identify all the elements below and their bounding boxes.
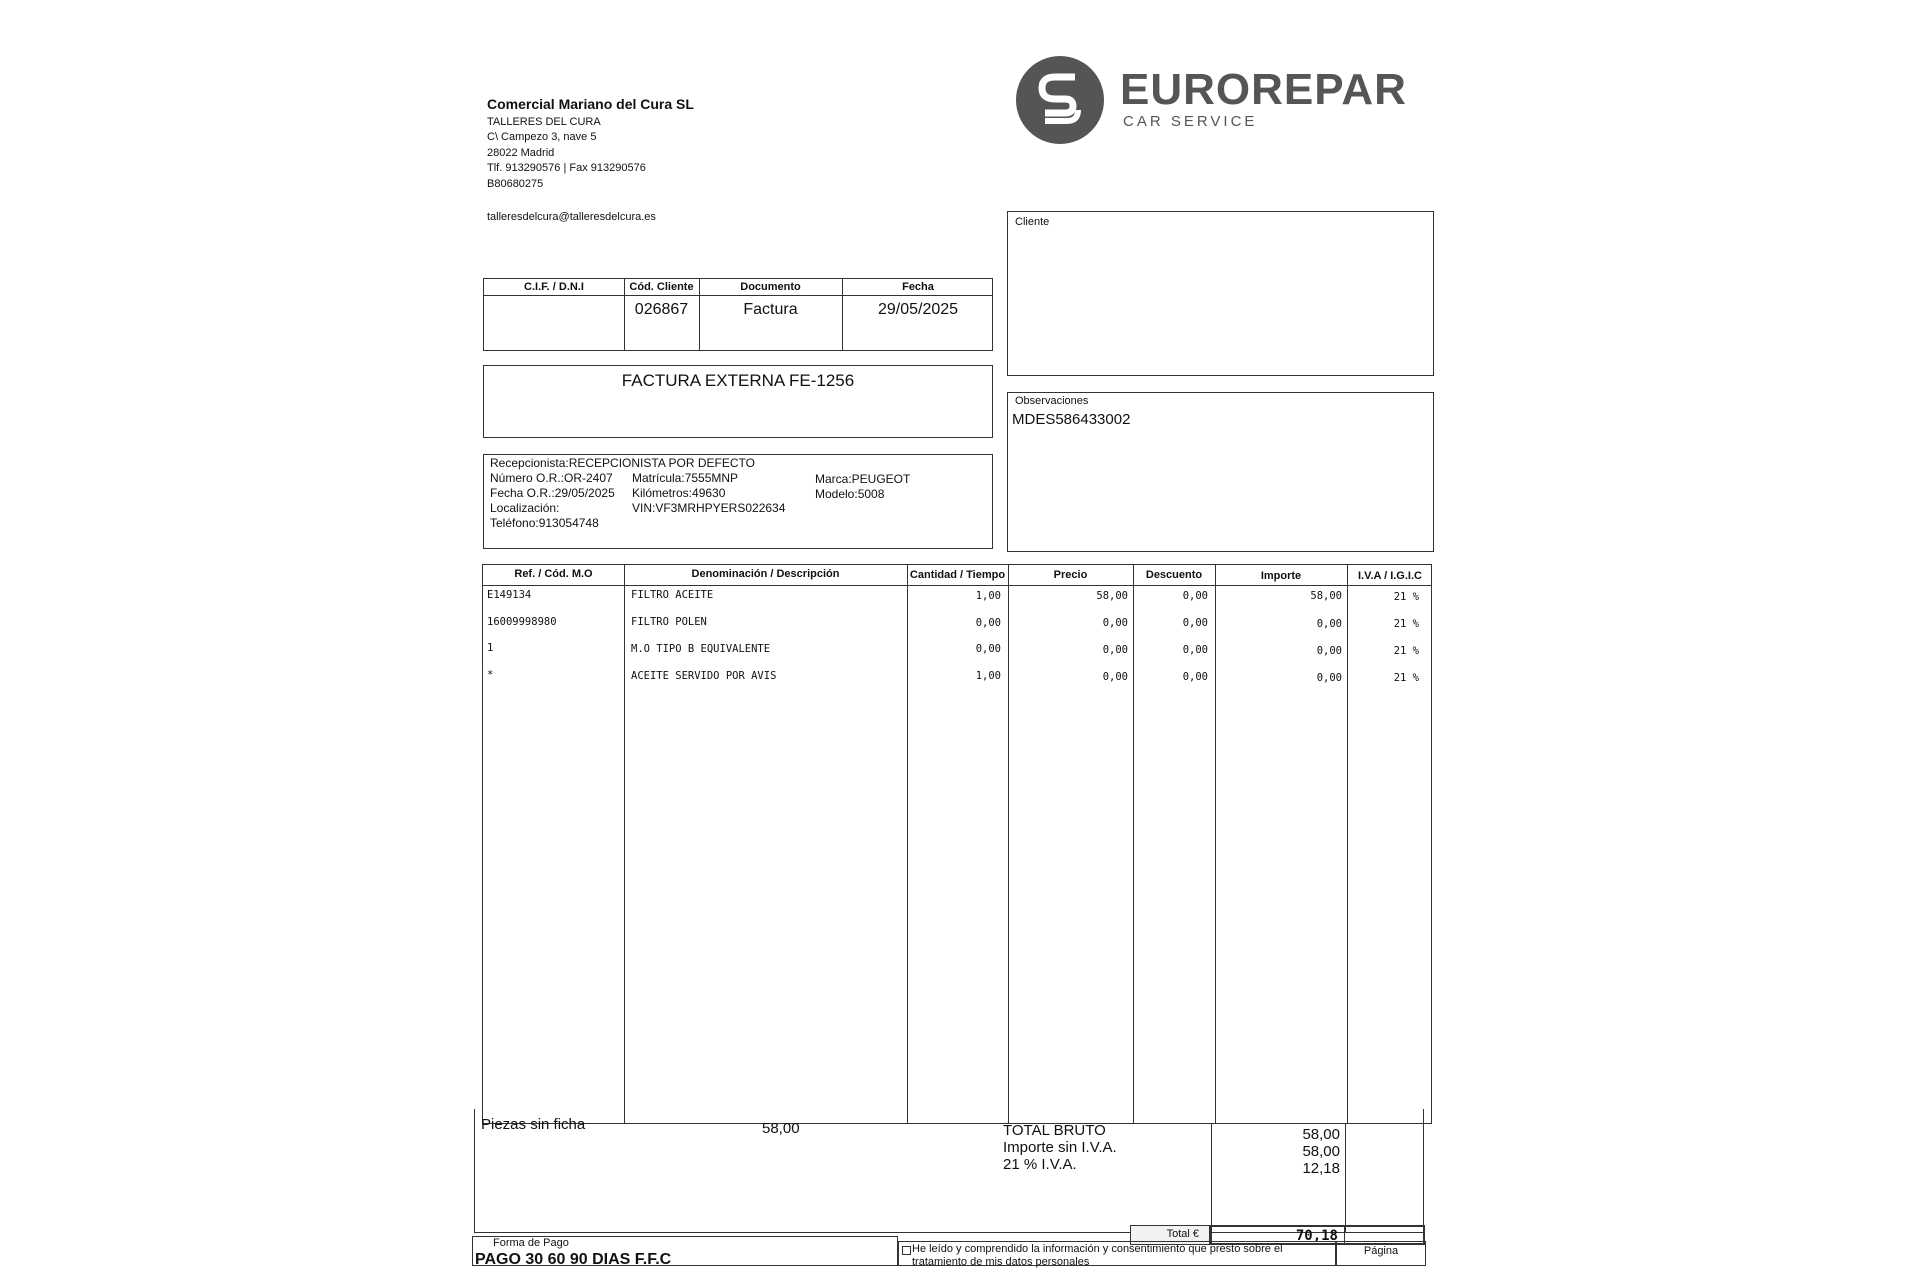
invoice-title-box [483, 365, 993, 438]
company-phones: Tlf. 913290576 | Fax 913290576 [487, 162, 646, 174]
reception-vin: VIN:VF3MRHPYERS022634 [632, 501, 786, 515]
totals-labels [1003, 1122, 1117, 1173]
company-cif: B80680275 [487, 177, 544, 190]
th-price: Precio [1053, 569, 1088, 581]
th-disc: Descuento [1145, 569, 1203, 581]
footer-payment-box [472, 1236, 898, 1266]
reception-telefono: Teléfono:913054748 [490, 516, 599, 530]
iva-label: 21 % I.V.A. [1003, 1156, 1077, 1173]
th-amount: Importe [1260, 570, 1302, 582]
total-label: Total € [1166, 1228, 1199, 1240]
table-row-desc: ACEITE SERVIDO POR AVIS [631, 670, 777, 682]
total-value: 70,18 [1295, 1228, 1338, 1244]
th-iva: I.V.A / I.G.I.C [1358, 570, 1422, 582]
invoice-title: FACTURA EXTERNA FE-1256 [621, 371, 855, 390]
table-row-disc: 0,00 [1182, 644, 1208, 656]
pagina-label: Página [1363, 1245, 1399, 1257]
reception-kilometros: Kilómetros:49630 [632, 486, 726, 500]
observaciones-label: Observaciones [1015, 395, 1089, 407]
lines-table [482, 564, 1432, 1124]
table-row-iva: 21 % [1393, 645, 1419, 657]
col-fecha: Fecha [902, 281, 934, 293]
table-row-amount: 0,00 [1316, 645, 1342, 657]
client-label: Cliente [1015, 216, 1050, 228]
company-city: 28022 Madrid [487, 146, 555, 159]
observaciones-box [1007, 392, 1434, 552]
table-row-disc: 0,00 [1182, 590, 1208, 602]
footer-consent-box [898, 1241, 1336, 1266]
reception-recepcionista: Recepcionista:RECEPCIONISTA POR DEFECTO [490, 456, 755, 470]
forma-pago-label: Forma de Pago [493, 1237, 569, 1249]
table-row-disc: 0,00 [1182, 671, 1208, 683]
reception-modelo: Modelo:5008 [815, 487, 885, 501]
col-cif: C.I.F. / D.N.I [524, 281, 584, 293]
table-row-amount: 0,00 [1316, 618, 1342, 630]
table-row-iva: 21 % [1393, 618, 1419, 630]
th-qty: Cantidad / Tiempo [909, 569, 1006, 581]
value-cod-cliente: 026867 [634, 301, 689, 318]
piezas-label: Piezas sin ficha [481, 1116, 586, 1133]
forma-pago-value: PAGO 30 60 90 DIAS F.F.C [475, 1251, 672, 1268]
table-row-qty: 0,00 [975, 643, 1001, 655]
company-address: C\ Campezo 3, nave 5 [487, 131, 597, 143]
client-box [1007, 211, 1434, 376]
total-bruto-label: TOTAL BRUTO [1003, 1122, 1106, 1139]
header-table [483, 278, 993, 351]
total-bruto-value: 58,00 [1302, 1126, 1340, 1143]
iva-value: 12,18 [1302, 1160, 1340, 1177]
col-cod-cliente: Cód. Cliente [629, 281, 694, 293]
totals-values [1215, 1126, 1340, 1177]
importe-sin-iva-value: 58,00 [1302, 1143, 1340, 1160]
col-documento: Documento [740, 281, 801, 293]
consent-checkbox[interactable] [902, 1246, 911, 1255]
reception-fecha-or: Fecha O.R.:29/05/2025 [490, 486, 615, 500]
table-row-ref: E149134 [487, 589, 532, 601]
company-email: talleresdelcura@talleresdelcura.es [487, 211, 656, 223]
table-row-iva: 21 % [1393, 591, 1419, 603]
value-documento: Factura [743, 301, 798, 318]
table-row-price: 0,00 [1102, 617, 1128, 629]
th-ref: Ref. / Cód. M.O [514, 568, 593, 580]
brand-tagline: CAR SERVICE [1123, 113, 1258, 130]
table-row-qty: 1,00 [975, 590, 1001, 602]
reception-marca: Marca:PEUGEOT [815, 472, 911, 486]
table-row-price: 0,00 [1102, 644, 1128, 656]
table-row-amount: 0,00 [1316, 672, 1342, 684]
table-row-ref: * [487, 669, 494, 681]
footer-page-box [1336, 1241, 1426, 1266]
consent-text: He leído y comprendido la información y consentimiento que presto sobre el tratamiento de mis datos personales [912, 1243, 1283, 1268]
brand-name: EUROREPAR [1120, 65, 1407, 114]
reception-numero-or: Número O.R.:OR-2407 [490, 471, 613, 485]
table-row-desc: M.O TIPO B EQUIVALENTE [631, 643, 771, 655]
table-row-desc: FILTRO ACEITE [631, 589, 714, 601]
reception-matricula: Matrícula:7555MNP [632, 471, 739, 485]
table-row-price: 58,00 [1096, 590, 1128, 602]
table-row-ref: 16009998980 [487, 616, 557, 628]
piezas-value: 58,00 [762, 1120, 800, 1137]
table-row-disc: 0,00 [1182, 617, 1208, 629]
table-row-iva: 21 % [1393, 672, 1419, 684]
table-row-amount: 58,00 [1310, 590, 1342, 602]
table-row-price: 0,00 [1102, 671, 1128, 683]
table-row-qty: 0,00 [975, 617, 1001, 629]
th-desc: Denominación / Descripción [691, 568, 840, 580]
observaciones-value: MDES586433002 [1012, 411, 1131, 428]
table-row-qty: 1,00 [975, 670, 1001, 682]
table-row-ref: 1 [487, 642, 494, 654]
eurorepar-logo-icon [1015, 55, 1105, 145]
reception-localizacion: Localización: [490, 501, 560, 515]
importe-sin-iva-label: Importe sin I.V.A. [1003, 1139, 1117, 1156]
table-row-desc: FILTRO POLEN [631, 616, 707, 628]
company-line1: TALLERES DEL CURA [487, 115, 601, 128]
company-info [487, 97, 694, 192]
value-fecha: 29/05/2025 [877, 301, 959, 318]
company-name: Comercial Mariano del Cura SL [487, 96, 694, 112]
reception-box [483, 454, 993, 549]
